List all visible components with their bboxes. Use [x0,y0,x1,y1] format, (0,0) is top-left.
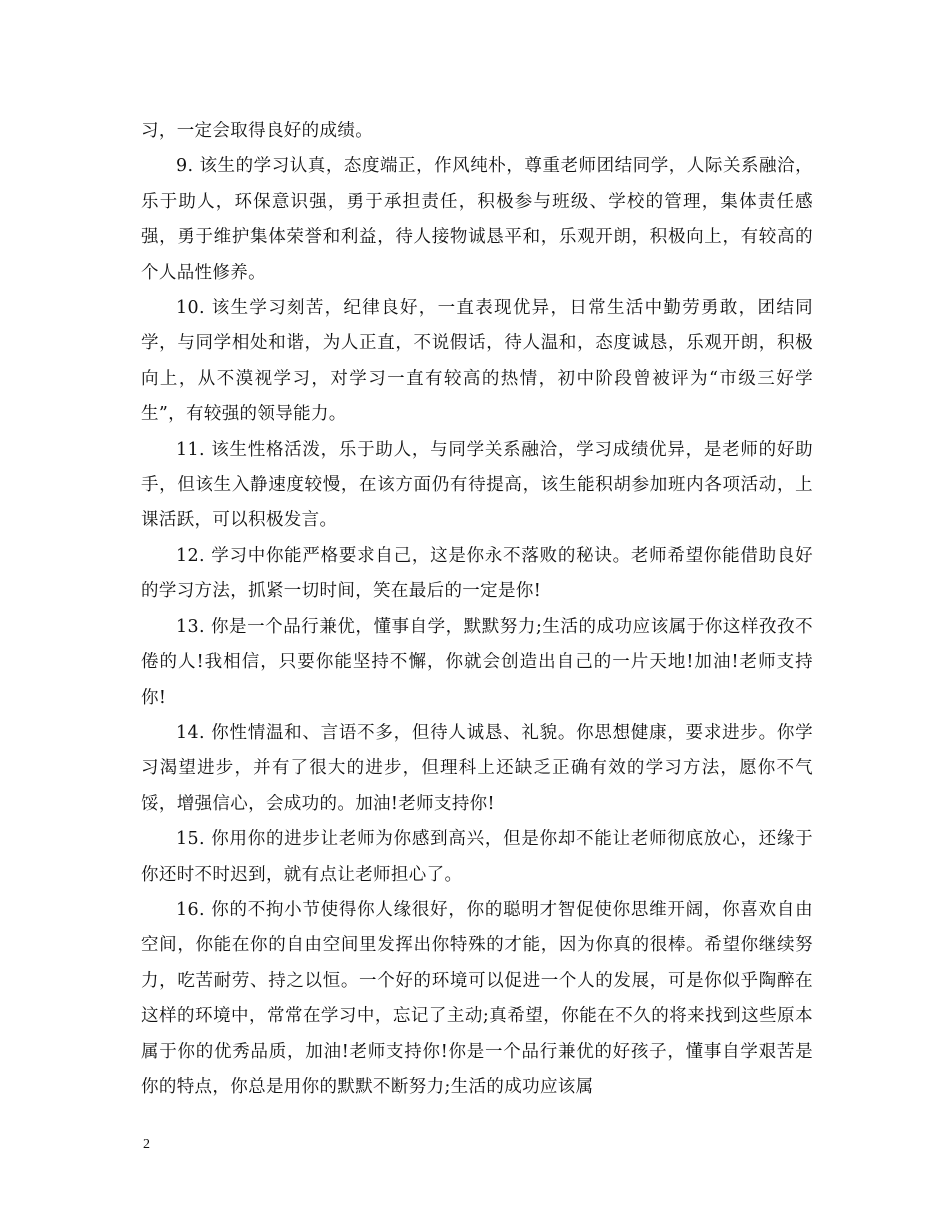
paragraph-continuation: 习，一定会取得良好的成绩。 [141,121,374,141]
paragraph-item-12: 12. 学习中你能严格要求自己，这是你永不落败的秘诀。老师希望你能借助良好的学习方法，抓紧一切时间，笑在最后的一定是你! [141,545,813,602]
paragraph-item-15: 15. 你用你的进步让老师为你感到高兴，但是你却不能让老师彻底放心，还缘于你还时不时迟到，就有点让老师担心了。 [141,829,813,885]
paragraph-item-11: 11. 该生性格活泼，乐于助人，与同学关系融洽，学习成绩优异，是老师的好助手，但该生入静速度较慢，在该方面仍有待提高，该生能积胡参加班内各项活动，上课活跃，可以积极发言。 [141,439,813,531]
page-number: 2 [143,1137,150,1152]
paragraph-item-9: 9. 该生的学习认真，态度端正，作风纯朴，尊重老师团结同学，人际关系融洽，乐于助人，环保意识强，勇于承担责任，积极参与班级、学校的管理，集体责任感强，勇于维护集体荣誉和利益，待人接物诚恳平和，乐观开朗，积极向上，有较高的个人品性修养。 [141,156,813,283]
paragraph-item-14: 14. 你性情温和、言语不多，但待人诚恳、礼貌。你思想健康，要求进步。你学习渴望进步，并有了很大的进步，但理科上还缺乏正确有效的学习方法，愿你不气馁，增强信心，会成功的。加油!老师支持你! [141,722,813,814]
paragraph-item-13: 13. 你是一个品行兼优，懂事自学，默默努力;生活的成功应该属于你这样孜孜不倦的人!我相信，只要你能坚持不懈，你就会创造出自己的一片天地!加油!老师支持你! [141,616,813,708]
document-body [141,114,813,1105]
paragraph-item-16: 16. 你的不拘小节使得你人缘很好，你的聪明才智促使你思维开阔，你喜欢自由空间，你能在你的自由空间里发挥出你特殊的才能，因为你真的很棒。希望你继续努力，吃苦耐劳、持之以恒。一个好的环境可以促进一个人的发展，可是你似乎陶醉在这样的环境中，常常在学习中，忘记了主动;真希望，你能在不久的将来找到这些原本属于你的优秀品质，加油!老师支持你!你是一个品行兼优的好孩子，懂事自学艰苦是你的特点，你总是用你的默默不断努力;生活的成功应该属 [141,899,813,1097]
paragraph-item-10: 10. 该生学习刻苦，纪律良好，一直表现优异，日常生活中勤劳勇敢，团结同学，与同学相处和谐，为人正直，不说假话，待人温和，态度诚恳，乐观开朗，积极向上，从不漠视学习，对学习一直有较高的热情，初中阶段曾被评为“市级三好学生”，有较强的领导能力。 [141,298,813,425]
